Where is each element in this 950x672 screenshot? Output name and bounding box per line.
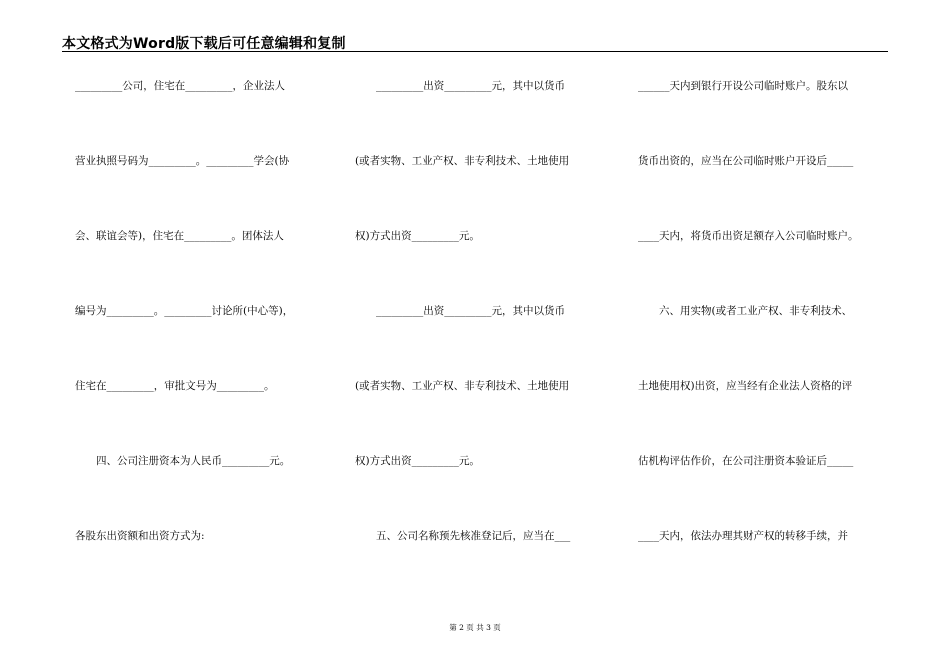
text-line: _________公司，住宅在_________，企业法人	[75, 80, 285, 92]
text-line: (或者实物、工业产权、非专利技术、土地使用	[355, 380, 570, 392]
text-line: 土地使用权)出资，应当经有企业法人资格的评	[638, 380, 853, 392]
text-line: 五、公司名称预先核准登记后，应当在___	[355, 530, 571, 542]
header-divider	[62, 51, 888, 52]
text-line: ______天内到银行开设公司临时账户。股东以	[638, 80, 848, 92]
text-line: 货币出资的，应当在公司临时账户开设后_____	[638, 155, 854, 167]
text-line: (或者实物、工业产权、非专利技术、土地使用	[355, 155, 570, 167]
text-line: 各股东出资额和出资方式为:	[75, 530, 205, 542]
text-line: _________出资_________元，其中以货币	[355, 305, 565, 317]
page-number: 第 2 页 共 3 页	[449, 623, 501, 632]
text-line: 权)方式出资_________元。	[355, 455, 480, 467]
text-line: 权)方式出资_________元。	[355, 230, 480, 242]
text-line: 住宅在_________，审批文号为_________。	[75, 380, 275, 392]
text-line: 营业执照号码为_________。_________学会(协	[75, 155, 290, 167]
document-header-title: 本文格式为Word版下载后可任意编辑和复制	[62, 36, 346, 52]
text-line: 四、公司注册资本为人民币_________元。	[75, 455, 291, 467]
text-line: 会、联谊会等)，住宅在_________。团体法人	[75, 230, 284, 242]
text-line: 六、用实物(或者工业产权、非专利技术、	[638, 305, 853, 317]
text-line: 编号为_________。_________讨论所(中心等)，	[75, 305, 294, 317]
text-line: _________出资_________元，其中以货币	[355, 80, 565, 92]
text-line: ____天内，依法办理其财产权的转移手续，并	[638, 530, 848, 542]
text-line: ____天内，将货币出资足额存入公司临时账户。	[638, 230, 859, 242]
text-line: 估机构评估作价，在公司注册资本验证后_____	[638, 455, 854, 467]
